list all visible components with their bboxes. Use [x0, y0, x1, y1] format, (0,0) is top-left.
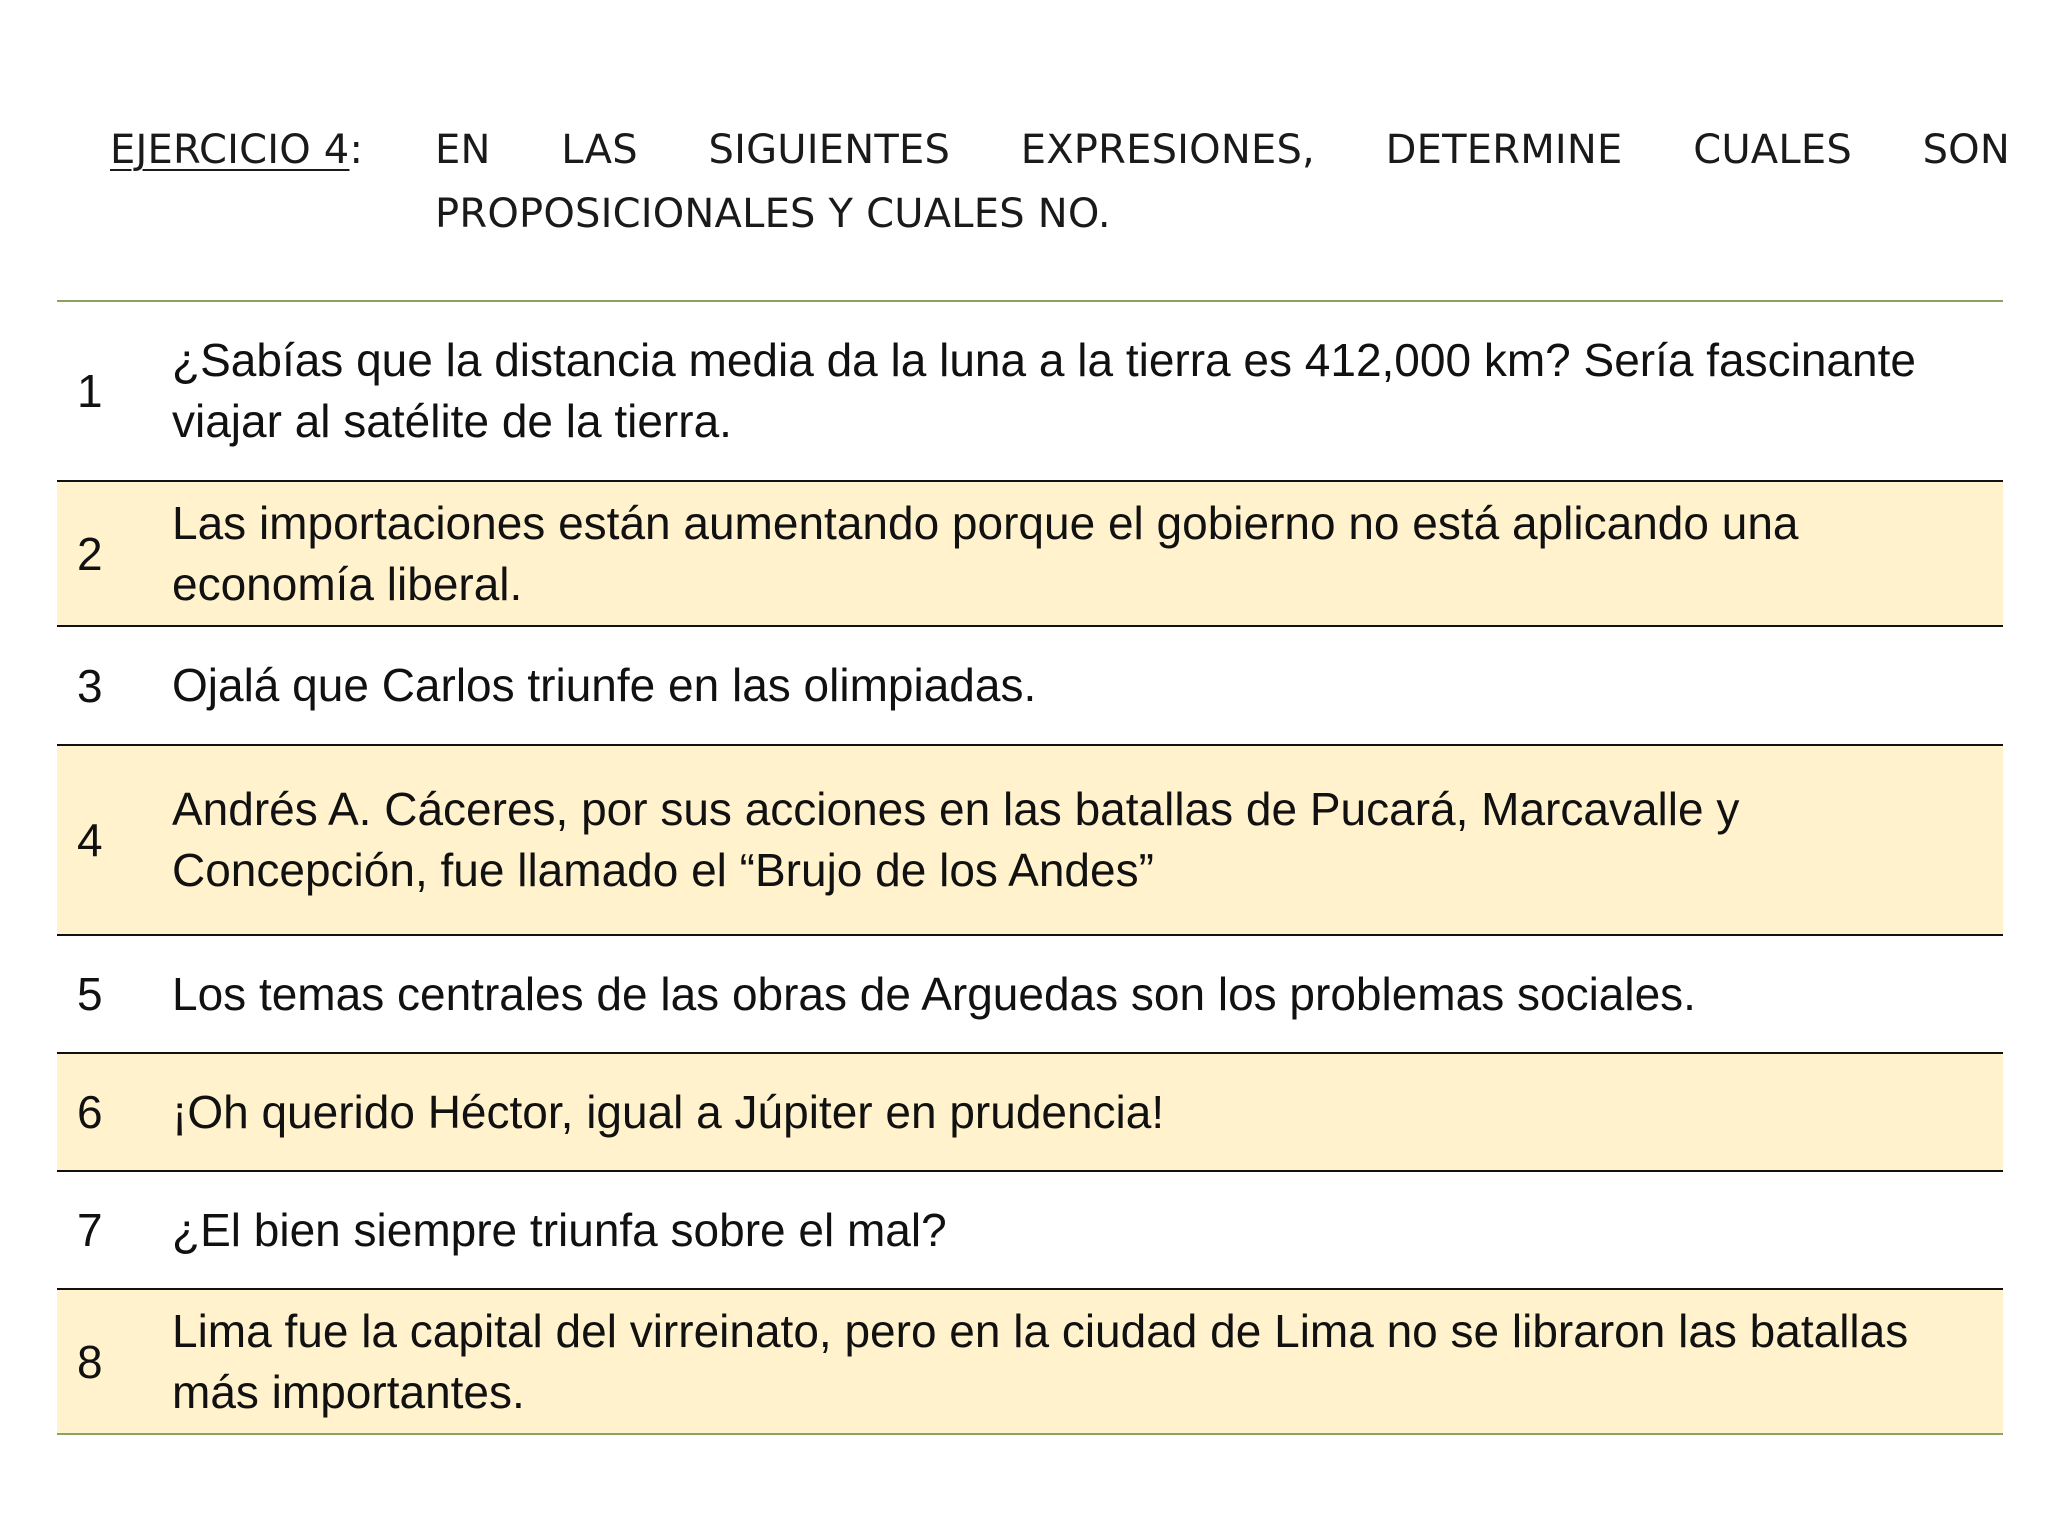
- row-number: 4: [77, 814, 103, 866]
- table-row: [57, 746, 2003, 934]
- row-number: 8: [77, 1335, 103, 1388]
- table-row: [57, 482, 2003, 625]
- row-number: 7: [77, 1204, 103, 1256]
- row-text: Lima fue la capital del virreinato, pero en la ciudad de Lima no se libraron las batallas más importantes.: [172, 1304, 1909, 1418]
- table-row: [57, 302, 2003, 480]
- row-number: 1: [77, 365, 103, 417]
- row-text: ¿El bien siempre triunfa sobre el mal?: [172, 1203, 947, 1256]
- table-bottom-rule: [57, 1433, 2003, 1435]
- row-number: 3: [77, 659, 103, 712]
- exercise-instruction: [435, 118, 2010, 246]
- exercise-label: [110, 118, 363, 182]
- instruction-line-2: PROPOSICIONALES Y CUALES NO.: [435, 191, 1111, 237]
- row-text: ¿Sabías que la distancia media da la luna a la tierra es 412,000 km? Sería fascinante viajar al satélite de la tierra.: [172, 334, 1916, 447]
- row-text: ¡Oh querido Héctor, igual a Júpiter en prudencia!: [172, 1085, 1165, 1138]
- table-row: [57, 1172, 2003, 1288]
- row-number: 2: [77, 527, 103, 580]
- row-text: Andrés A. Cáceres, por sus acciones en las batallas de Pucará, Marcavalle y Concepción, fue llamado el “Brujo de los Andes”: [172, 783, 1740, 896]
- table-row: [57, 627, 2003, 744]
- table-row: [57, 936, 2003, 1052]
- exercise-label-colon: :: [349, 127, 364, 173]
- row-number: 5: [77, 968, 103, 1020]
- exercise-label-text: EJERCICIO 4: [110, 127, 350, 173]
- table-row: [57, 1290, 2003, 1433]
- row-number: 6: [77, 1086, 103, 1138]
- row-text: Las importaciones están aumentando porque el gobierno no está aplicando una economía liberal.: [172, 496, 1799, 610]
- instruction-line-1: EN LAS SIGUIENTES EXPRESIONES, DETERMINE CUALES SON: [435, 127, 2010, 173]
- row-text: Ojalá que Carlos triunfe en las olimpiadas.: [172, 659, 1037, 711]
- table-row: [57, 1054, 2003, 1170]
- row-text: Los temas centrales de las obras de Arguedas son los problemas sociales.: [172, 967, 1696, 1020]
